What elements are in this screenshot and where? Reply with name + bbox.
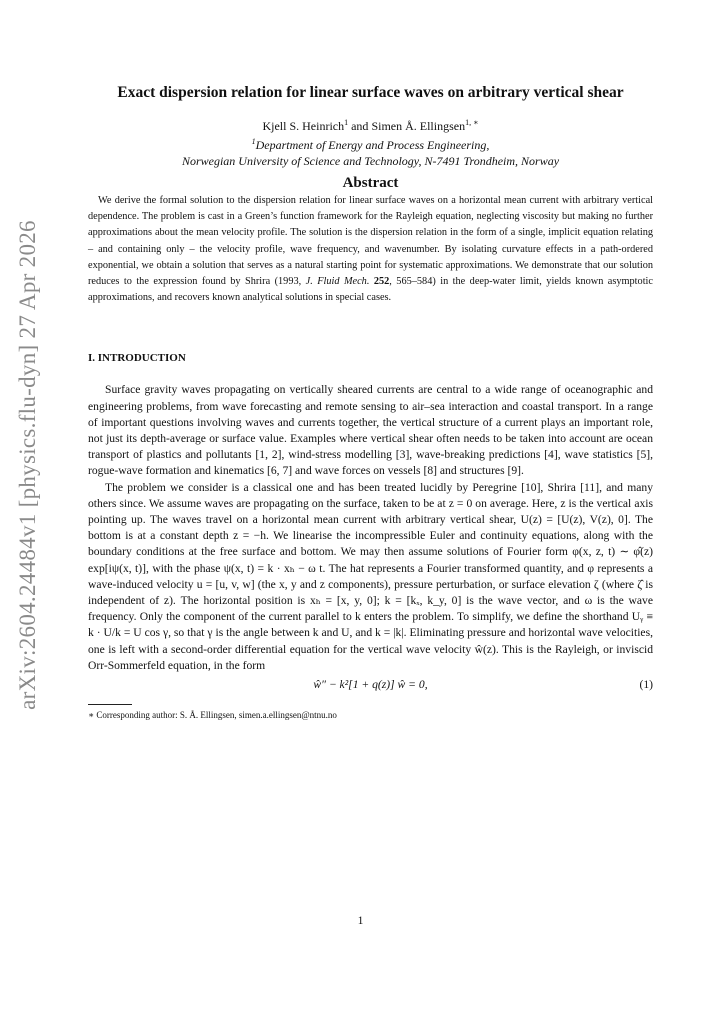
author-1-name: Kjell S. Heinrich: [262, 119, 345, 133]
page-number: 1: [357, 914, 364, 927]
equation-1: [88, 676, 653, 694]
author-conjunction: and: [351, 119, 369, 133]
abstract-volume: 252: [373, 276, 390, 288]
equation-1-expression: ŵ″ − k²[1 + q(z)] ŵ = 0,: [313, 678, 428, 692]
abstract-text-part-1: We derive the formal solution to the dispersion relation for linear surface waves on a horizontal mean current with arbitrary vertical dependence. The problem is cast in a Green’s function framework for the Rayleigh equation, neglecting viscosity but making no further approximations about the mean velocity profile. The solution is the dispersion relation in the form of a single, implicit equation relating – and containing only – the velocity profile, wave frequency, and wavenumber. By isolating curvature effects in a path-ordered exponential, we obtain a solution that serves as a natural starting point for systematic approximations. We demonstrate that our solution reduces to the expression found by Shrira (1993,: [88, 195, 653, 288]
abstract-text: [88, 193, 653, 306]
paper-page: [88, 84, 653, 721]
affiliation-line-1: [88, 134, 653, 153]
equation-1-number: (1): [639, 678, 653, 692]
author-1-affiliation-mark: 1: [344, 118, 349, 127]
affiliation-line-2: Norwegian University of Science and Technology, N-7491 Trondheim, Norway: [181, 154, 560, 168]
footnote-corresponding-author: ∗ Corresponding author: S. Å. Ellingsen, simen.a.ellingsen@ntnu.no: [88, 710, 337, 721]
intro-paragraph-1: Surface gravity waves propagating on vertically sheared currents are central to a wide range of oceanographic and engineering problems, from wave forecasting and remote sensing to air–sea interaction and coastal transport. In a range of important questions involving waves and currents together, the vertical structure of a current plays an important role, not just its depth-average or surface value. Examples where vertical shear often needs to be taken into account are ocean transport of plastics and pollutants [1, 2], wind-stress modelling [3], wave-breaking predictions [4], wave statistics [5], rogue-wave formation and kinematics [6, 7] and wave forces on vessels [8] and structures [9].: [88, 383, 653, 478]
intro-paragraph-2: The problem we consider is a classical one and has been treated lucidly by Peregrine [10], Shrira [11], and many others since. We assume waves are propagating on the surface, taken to be at z = 0 on average. Here, z is the vertical axis pointing up. The waves travel on a horizontal mean current with arbitrary vertical shear, U(z) = [U(z), V(z), 0]. The bottom is at a constant depth z = −h. We linearise the incompressible Euler and continuity equations, along with the boundary conditions at the free surface and bottom. We may then assume solutions of Fourier form φ(x, z, t) ∼ φ̂(z) exp[iψ(x, t)], with the phase ψ(x, t) = k · xₕ − ω t. The hat represents a Fourier transformed quantity, and φ represents a wave-induced velocity u = [u, v, w] (the x, y and z components), pressure perturbation, or surface elevation ζ (where ζ̂ is independent of z). The horizontal position is xₕ = [x, y, 0]; k = [kₓ, k_y, 0] is the wave vector, and ω is the wave frequency. Only the component of the current parallel to k enters the problem. To simplify, we define the shorthand Uᵧ ≡ k · U/k = U cos γ, so that γ is the angle between k and U, and k = |k|. Eliminating pressure and horizontal wave velocities, one is left with a second-order differential equation for the vertical wave velocity ŵ(z). This is the Rayleigh, or inviscid Orr-Sommerfeld equation, in the form: [88, 480, 653, 672]
section-heading-introduction: I. INTRODUCTION: [88, 352, 186, 365]
footnote-rule: [88, 704, 132, 705]
author-line: [88, 115, 653, 134]
affiliation-mark: 1: [251, 137, 256, 146]
arxiv-sidebar-stamp: [8, 220, 48, 710]
affiliation-department: Department of Energy and Process Engineering,: [255, 138, 490, 152]
author-2-name: Simen Å. Ellingsen: [371, 119, 466, 133]
abstract-text-part-2: , 565–584) in the deep-water limit, yields known asymptotic approximations, and recovers known analytical solutions in special cases.: [88, 276, 653, 304]
abstract-journal: J. Fluid Mech.: [305, 276, 370, 288]
paper-title: Exact dispersion relation for linear surface waves on arbitrary vertical shear: [117, 84, 624, 101]
arxiv-identifier: arXiv:2604.24484v1 [physics.flu-dyn] 27 Apr 2026: [15, 220, 40, 710]
author-2-affiliation-mark: 1, ∗: [465, 118, 479, 127]
abstract-heading: Abstract: [342, 175, 399, 191]
